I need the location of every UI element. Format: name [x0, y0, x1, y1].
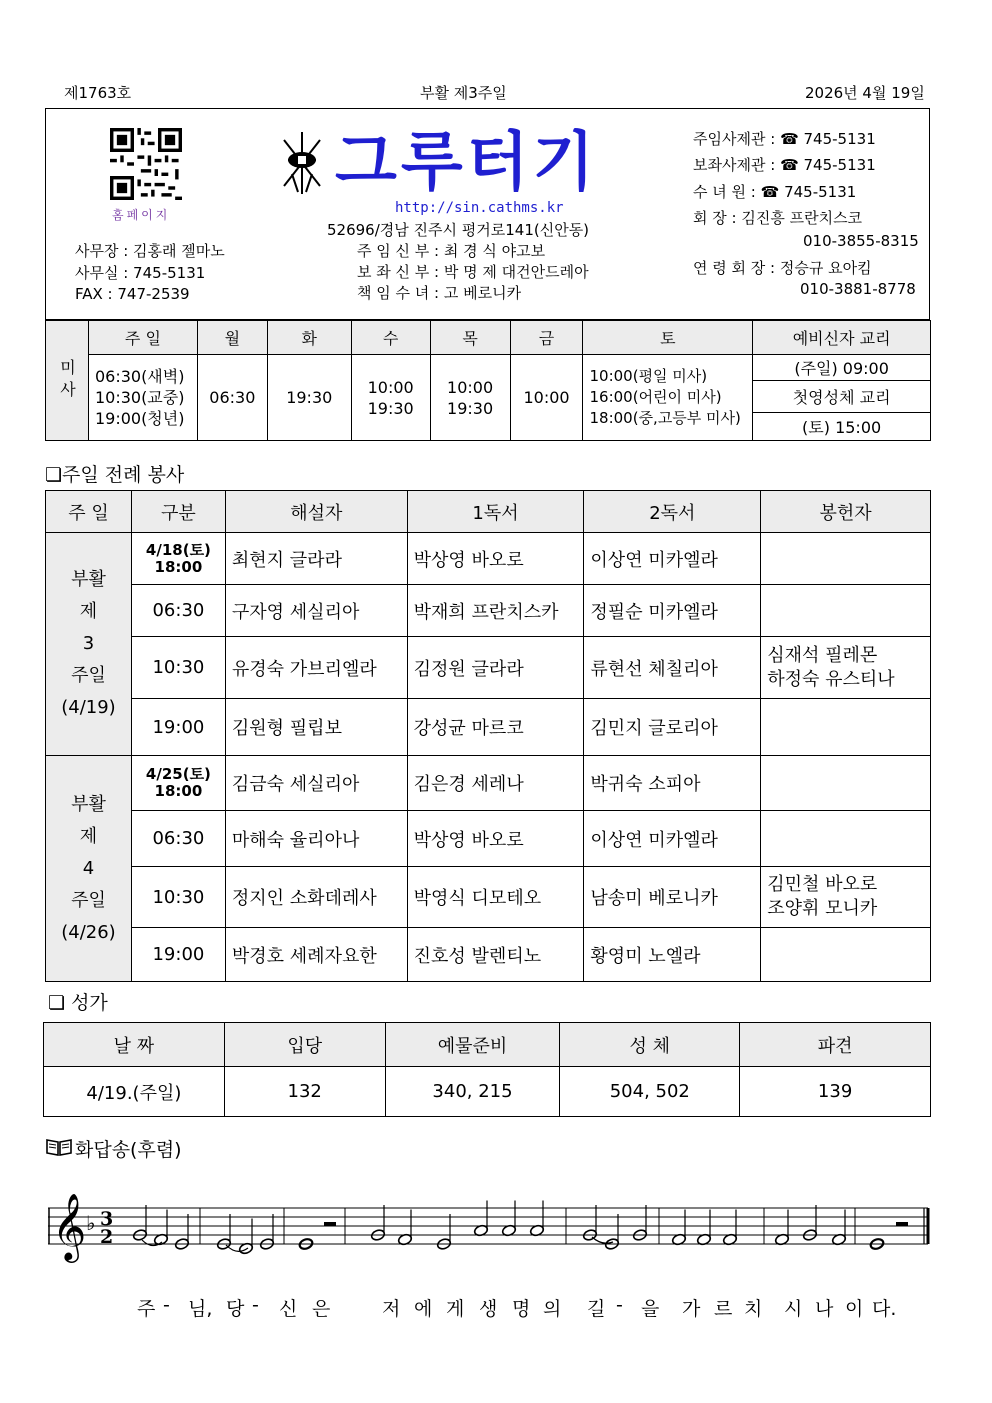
sunday-times: 06:30(새벽) 10:30(교중) 19:00(청년) — [88, 355, 197, 441]
homepage-url[interactable]: http://sin.cathms.kr — [395, 200, 564, 216]
treble-clef-icon: 𝄞 — [52, 1192, 87, 1260]
song-date: 4/19.(주일) — [44, 1067, 225, 1117]
song-col-offertory: 예물준비 — [385, 1023, 560, 1067]
lyric-syllable: 길 — [587, 1298, 606, 1320]
header-wednesday: 수 — [351, 321, 430, 355]
reading2-cell: 류현선 체칠리아 — [584, 637, 761, 699]
lyric-syllable: 의 — [543, 1298, 562, 1320]
parish-address: 52696/경남 진주시 평거로141(신안동) — [327, 221, 590, 239]
lyric-syllable: 게 — [446, 1298, 465, 1320]
contact-value: ☎ 745-5131 — [780, 130, 876, 148]
table-row-time: 10:30 — [131, 867, 225, 928]
offering-cell — [761, 756, 931, 811]
contact-label: 회 장 : — [693, 209, 737, 227]
parish-emblem-icon — [278, 130, 326, 196]
qr-code-icon[interactable] — [110, 128, 182, 200]
mass-schedule-table — [45, 320, 931, 441]
liturgy-table — [45, 490, 931, 982]
lyric-syllable: 은 — [312, 1298, 331, 1320]
contact-2 — [693, 154, 876, 176]
lyric-syllable: 주 — [137, 1298, 156, 1320]
office-tel: 사무실 : 745-5131 — [75, 264, 206, 282]
book-icon — [46, 1138, 72, 1160]
lyric-syllable: 다. — [872, 1298, 897, 1320]
reading1-cell: 김정원 글라라 — [407, 637, 584, 699]
lyric-syllable: 에 — [414, 1298, 433, 1320]
commentator-cell: 최현지 글라라 — [225, 533, 407, 585]
homepage-label: 홈페이지 — [112, 208, 171, 222]
reading2-cell: 이상연 미카엘라 — [584, 811, 761, 867]
tuesday-times: 19:30 — [267, 355, 351, 441]
table-row-time: 4/18(토) 18:00 — [131, 533, 225, 585]
contact-value: 김진흥 프란치스코 — [741, 209, 863, 227]
psalm-lyrics — [0, 1294, 992, 1324]
lyric-syllable: 저 — [382, 1298, 401, 1320]
table-row-time: 19:00 — [131, 699, 225, 756]
saturday-times: 10:00(평일 미사) 16:00(어린이 미사) 18:00(중,고등부 미사) — [583, 355, 753, 441]
thursday-times: 10:00 19:30 — [430, 355, 510, 441]
lyric-syllable: - — [252, 1294, 259, 1316]
song-col-communion: 성 체 — [560, 1023, 740, 1067]
first-communion-label: 첫영성체 교리 — [753, 381, 931, 413]
header-monday: 월 — [197, 321, 267, 355]
reading2-cell: 황영미 노엘라 — [584, 928, 761, 982]
half-rest-icon — [896, 1222, 908, 1226]
reading1-cell: 박상영 바오로 — [407, 533, 584, 585]
offering-cell — [761, 928, 931, 982]
song-col-entrance: 입당 — [224, 1023, 385, 1067]
contact-value: ☎ 745-5131 — [780, 156, 876, 174]
issue-date: 2026년 4월 19일 — [805, 84, 925, 102]
reading2-cell: 박귀숙 소피아 — [584, 756, 761, 811]
group-label-easter4: 부활 제 4 주일 (4/26) — [46, 756, 132, 982]
reading1-cell: 진호성 발렌티노 — [407, 928, 584, 982]
contact-value: 정승규 요아킴 — [779, 259, 872, 277]
col-reading1: 1독서 — [407, 491, 584, 533]
table-row-time: 06:30 — [131, 585, 225, 637]
week-label: 부활 제3주일 — [420, 84, 507, 102]
wednesday-times: 10:00 19:30 — [351, 355, 430, 441]
first-communion-time: (토) 15:00 — [753, 413, 931, 441]
col-division: 구분 — [131, 491, 225, 533]
col-sunday: 주 일 — [46, 491, 132, 533]
header-catechumen: 예비신자 교리 — [753, 321, 931, 355]
monday-times: 06:30 — [197, 355, 267, 441]
lyric-syllable: - — [616, 1294, 623, 1316]
commentator-cell: 유경숙 가브리엘라 — [225, 637, 407, 699]
flat-icon: ♭ — [86, 1211, 96, 1235]
friday-times: 10:00 — [510, 355, 583, 441]
lyric-syllable: 생 — [479, 1298, 498, 1320]
offering-cell: 심재석 필레몬 하정숙 유스티나 — [761, 637, 931, 699]
liturgy-section-title: ❏주일 전례 봉사 — [45, 464, 185, 486]
lyric-syllable: 치 — [744, 1298, 763, 1320]
header-thursday: 목 — [430, 321, 510, 355]
offering-cell — [761, 699, 931, 756]
col-reading2: 2독서 — [584, 491, 761, 533]
group-label-easter3: 부활 제 3 주일 (4/19) — [46, 533, 132, 756]
issue-number: 제1763호 — [64, 84, 132, 102]
contact-label: 보좌사제관 : — [693, 156, 776, 174]
reading1-cell: 박영식 디모테오 — [407, 867, 584, 928]
songs-section-title: ❏ 성가 — [48, 992, 108, 1014]
contact-label: 연 령 회 장 : — [693, 259, 776, 277]
catechumen-time: (주일) 09:00 — [753, 355, 931, 381]
reading1-cell: 박재희 프란치스카 — [407, 585, 584, 637]
music-staff — [48, 1180, 933, 1284]
lyric-syllable: 을 — [641, 1298, 660, 1320]
offering-cell — [761, 585, 931, 637]
reading2-cell: 이상연 미카엘라 — [584, 533, 761, 585]
office-fax: FAX : 747-2539 — [75, 285, 190, 303]
table-row-time: 06:30 — [131, 811, 225, 867]
contact-6 — [693, 257, 872, 279]
table-row-time: 19:00 — [131, 928, 225, 982]
contact-1 — [693, 128, 876, 150]
table-row-time: 4/25(토) 18:00 — [131, 756, 225, 811]
commentator-cell: 구자영 세실리아 — [225, 585, 407, 637]
offering-cell — [761, 811, 931, 867]
offering-cell — [761, 533, 931, 585]
half-rest-icon — [324, 1222, 336, 1226]
reading1-cell: 강성균 마르코 — [407, 699, 584, 756]
lyric-syllable: 신 — [279, 1298, 298, 1320]
song-col-dismissal: 파견 — [740, 1023, 931, 1067]
song-communion: 504, 502 — [560, 1067, 740, 1117]
commentator-cell: 마해숙 율리아나 — [225, 811, 407, 867]
table-row-time: 10:30 — [131, 637, 225, 699]
col-offering: 봉헌자 — [761, 491, 931, 533]
contact-7-value: 010-3881-8778 — [800, 280, 916, 298]
contact-3 — [693, 181, 856, 203]
lyric-syllable: 이 — [845, 1298, 864, 1320]
contact-5-value: 010-3855-8315 — [803, 232, 919, 250]
lyric-syllable: 가 — [682, 1298, 701, 1320]
contact-value: ☎ 745-5131 — [760, 183, 857, 201]
svg-text:3: 3 — [100, 1208, 114, 1230]
song-entrance: 132 — [224, 1067, 385, 1117]
contact-4 — [693, 207, 862, 229]
commentator-cell: 김금숙 세실리아 — [225, 756, 407, 811]
header-sunday: 주 일 — [88, 321, 197, 355]
song-offertory: 340, 215 — [385, 1067, 560, 1117]
songs-table — [43, 1022, 931, 1117]
contact-label: 수 녀 원 : — [693, 183, 756, 201]
reading2-cell: 남송미 베로니카 — [584, 867, 761, 928]
assistant-priest: 보 좌 신 부 : 박 명 제 대건안드레아 — [357, 263, 589, 281]
newsletter-title: 그루터기 — [335, 126, 599, 200]
lyric-syllable: 당 — [226, 1298, 245, 1320]
psalm-title: 화답송(후렴) — [75, 1139, 182, 1161]
lyric-syllable: 나 — [815, 1298, 834, 1320]
song-col-date: 날 짜 — [44, 1023, 225, 1067]
reading1-cell: 김은경 세레나 — [407, 756, 584, 811]
mass-side-label: 미사 — [46, 321, 89, 441]
reading1-cell: 박상영 바오로 — [407, 811, 584, 867]
lyric-syllable: 르 — [714, 1298, 733, 1320]
svg-text:2: 2 — [100, 1226, 114, 1248]
commentator-cell: 박경호 세례자요한 — [225, 928, 407, 982]
lyric-syllable: 명 — [512, 1298, 531, 1320]
col-commentator: 해설자 — [225, 491, 407, 533]
contact-label: 주임사제관 : — [693, 130, 776, 148]
header-friday: 금 — [510, 321, 583, 355]
office-chief: 사무장 : 김홍래 젤마노 — [75, 242, 225, 260]
lyric-syllable: 님, — [188, 1298, 213, 1320]
lyric-syllable: - — [163, 1294, 170, 1316]
commentator-cell: 김원형 필립보 — [225, 699, 407, 756]
lyric-syllable: 시 — [784, 1298, 803, 1320]
song-dismissal: 139 — [740, 1067, 931, 1117]
responsible-sister: 책 임 수 녀 : 고 베로니카 — [357, 284, 522, 302]
header-saturday: 토 — [583, 321, 753, 355]
header-tuesday: 화 — [267, 321, 351, 355]
offering-cell: 김민철 바오로 조양휘 모니카 — [761, 867, 931, 928]
pastor: 주 임 신 부 : 최 경 식 야고보 — [357, 242, 546, 260]
reading2-cell: 김민지 글로리아 — [584, 699, 761, 756]
commentator-cell: 정지인 소화데레사 — [225, 867, 407, 928]
reading2-cell: 정필순 미카엘라 — [584, 585, 761, 637]
